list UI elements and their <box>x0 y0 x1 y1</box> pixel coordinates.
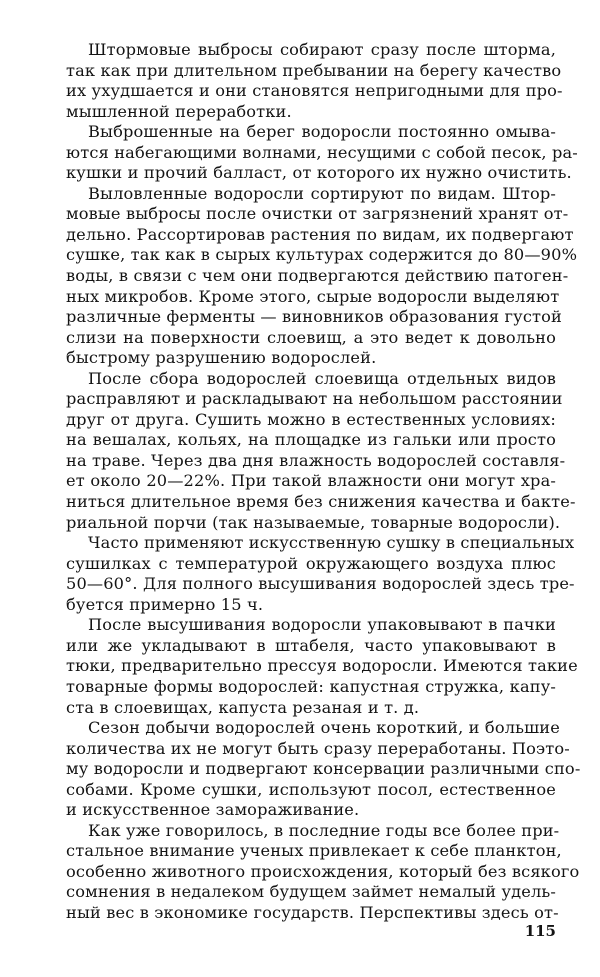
text-line: Штормовые выбросы собирают сразу после шторма, <box>88 40 556 59</box>
text-line: ных микробов. Кроме этого, сырые водоросли выделяют <box>66 286 560 306</box>
text-line: различные ферменты — виновников образования густой <box>66 307 562 327</box>
text-line: Сезон добычи водорослей очень короткий, и большие <box>88 718 560 738</box>
text-line: собами. Кроме сушки, используют посол, естественное <box>66 779 556 799</box>
text-line: дельно. Рассортировав растения по видам, их подвергают <box>66 224 574 244</box>
text-line: стальное внимание ученых привлекает к себе планктон, <box>66 841 562 861</box>
text-line: слизи на поверхности слоевищ, а это ведет к довольно <box>66 327 556 347</box>
text-line: буется примерно 15 ч. <box>66 594 264 614</box>
text-line: После высушивания водоросли упаковывают в пачки <box>88 615 556 635</box>
text-line: товарные формы водорослей: капустная стружка, капу- <box>66 676 556 696</box>
text-line: риальной порчи (так называемые, товарные водоросли). <box>66 512 561 532</box>
text-line: и искусственное замораживание. <box>66 800 360 820</box>
text-line: на траве. Через два дня влажность водорослей составля- <box>66 450 566 470</box>
text-line: сушке, так как в сырых культурах содержится до 80—90% <box>66 245 578 265</box>
text-line: ются набегающими волнами, несущими с собой песок, ра- <box>66 142 578 162</box>
text-line: Часто применяют искусственную сушку в специальных <box>88 533 575 553</box>
text-line: расправляют и раскладывают на небольшом расстоянии <box>66 389 563 409</box>
text-line: 50—60°. Для полного высушивания водорослей здесь тре- <box>66 574 575 594</box>
text-line: мышленной переработки. <box>66 101 292 121</box>
text-line: так как при длительном пребывании на берегу качество <box>66 60 562 80</box>
text-line: или же укладывают в штабеля, часто упаковывают в <box>66 635 556 655</box>
text-line: После сбора водорослей слоевища отдельных видов <box>88 368 556 388</box>
text-line: Как уже говорилось, в последние годы все более при- <box>88 820 560 840</box>
text-line: Выловленные водоросли сортируют по видам. Штор- <box>88 183 556 203</box>
text-line: му водоросли и подвергают консервации различными спо- <box>66 759 581 779</box>
text-line: быстрому разрушению водорослей. <box>66 348 377 368</box>
text-line: друг от друга. Сушить можно в естественных условиях: <box>66 409 556 429</box>
text-line: количества их не могут быть сразу переработаны. Поэто- <box>66 738 570 758</box>
text-line: ниться длительное время без снижения качества и бакте- <box>66 492 576 512</box>
text-line: ный вес в экономике государств. Перспективы здесь от- <box>66 902 559 922</box>
text-line: ста в слоевищах, капуста резаная и т. д. <box>66 697 420 717</box>
text-line: на вешалах, кольях, на площадке из гальки или просто <box>66 430 556 450</box>
text-line: особенно животного происхождения, который без всякого <box>66 861 580 881</box>
text-line: кушки и прочий балласт, от которого их нужно очистить. <box>66 163 572 183</box>
text-line: ет около 20—22%. При такой влажности они могут хра- <box>66 471 556 491</box>
text-line: сушилках с температурой окружающего воздуха плюс <box>66 553 556 573</box>
page-number: 115 <box>524 922 556 940</box>
text-line: тюки, предварительно прессуя водоросли. Имеются такие <box>66 656 578 676</box>
text-line: воды, в связи с чем они подвергаются действию патоген- <box>66 266 569 286</box>
text-line: Выброшенные на берег водоросли постоянно омыва- <box>88 122 556 142</box>
text-line: их ухудшается и они становятся непригодными для про- <box>66 81 563 101</box>
page-body <box>66 40 581 924</box>
text-line: сомнения в недалеком будущем займет немалый удель- <box>66 882 556 902</box>
text-line: мовые выбросы после очистки от загрязнений хранят от- <box>66 204 569 224</box>
